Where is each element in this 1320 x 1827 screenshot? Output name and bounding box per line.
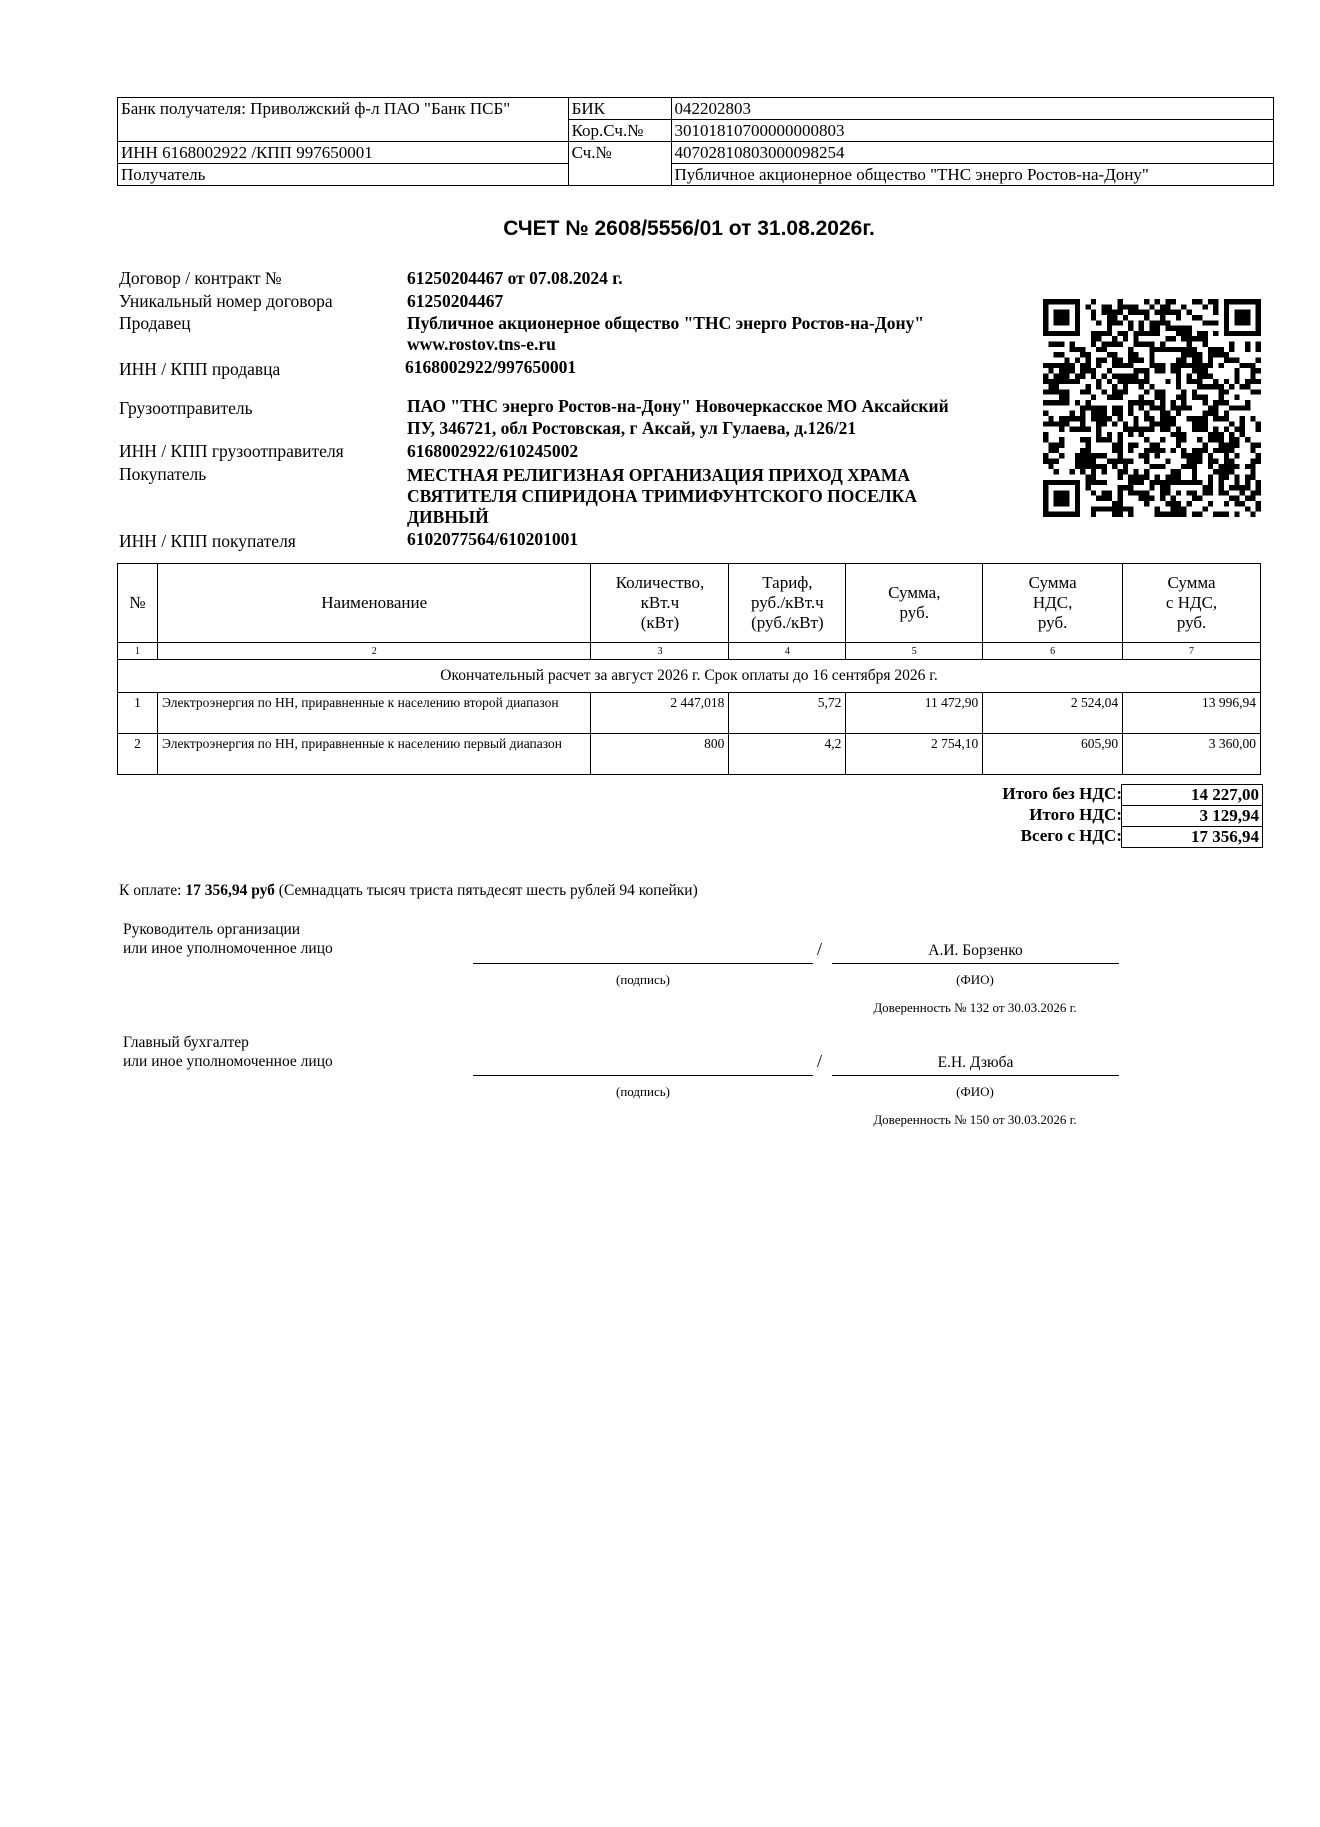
header-total: Сумма с НДС, руб. <box>1123 564 1261 643</box>
recipient-value: Публичное акционерное общество "ТНС энерго Ростов-на-Дону" <box>671 164 1274 186</box>
buyer-value-2: СВЯТИТЕЛЯ СПИРИДОНА ТРИМИФУНТСКОГО ПОСЕЛКА <box>407 486 917 506</box>
contract-value: 61250204467 от 07.08.2024 г. <box>407 268 623 288</box>
recipient-bank: Банк получателя: Приволжский ф-л ПАО "Банк ПСБ" <box>118 98 569 142</box>
payable-line <box>119 882 698 900</box>
kor-label: Кор.Сч.№ <box>568 120 671 142</box>
bank-details-table <box>117 97 1274 186</box>
col-num: 5 <box>846 643 983 660</box>
qr-code-image <box>1043 298 1261 518</box>
accountant-signatory-label: Главный бухгалтер или иное уполномоченное лицо <box>123 1034 333 1070</box>
row-total: 13 996,94 <box>1123 693 1261 734</box>
period-text: Окончательный расчет за август 2026 г. Срок оплаты до 16 сентября 2026 г. <box>118 660 1261 693</box>
totals-values <box>1121 784 1263 848</box>
head-fio-caption: (ФИО) <box>956 972 994 987</box>
total-with-vat-label: Всего с НДС: <box>1020 826 1122 845</box>
col-num: 4 <box>729 643 846 660</box>
accountant-fio: Е.Н. Дзюба <box>937 1054 1014 1071</box>
col-num: 6 <box>983 643 1123 660</box>
contract-label: Договор / контракт № <box>119 268 282 288</box>
accountant-proxy: Доверенность № 150 от 30.03.2026 г. <box>873 1112 1077 1127</box>
shipper-inn-label: ИНН / КПП грузоотправителя <box>119 441 344 461</box>
bik-label: БИК <box>568 98 671 120</box>
row-sum: 2 754,10 <box>846 734 983 775</box>
accountant-signature-line <box>473 1075 813 1076</box>
row-tariff: 4,2 <box>729 734 846 775</box>
buyer-inn-value: 6102077564/610201001 <box>407 529 579 549</box>
row-tariff: 5,72 <box>729 693 846 734</box>
total-vat-label: Итого НДС: <box>1029 805 1122 824</box>
payable-words: (Семнадцать тысяч триста пятьдесят шесть рублей 94 копейки) <box>278 882 698 899</box>
header-no: № <box>118 564 158 643</box>
unique-value: 61250204467 <box>407 291 504 311</box>
header-name: Наименование <box>157 564 591 643</box>
head-proxy: Доверенность № 132 от 30.03.2026 г. <box>873 1000 1077 1015</box>
row-name: Электроэнергия по НН, приравненные к населению первый диапазон <box>157 734 591 775</box>
head-fio: А.И. Борзенко <box>928 942 1023 959</box>
buyer-inn-label: ИНН / КПП покупателя <box>119 531 296 551</box>
total-vat-value: 3 129,94 <box>1122 806 1262 827</box>
table-row <box>118 693 1261 734</box>
seller-website: www.rostov.tns-e.ru <box>407 334 556 354</box>
shipper-value-2: ПУ, 346721, обл Ростовская, г Аксай, ул Гулаева, д.126/21 <box>407 418 857 438</box>
head-fio-line <box>832 963 1119 964</box>
shipper-inn-value: 6168002922/610245002 <box>407 441 579 461</box>
row-no: 2 <box>118 734 158 775</box>
head-signature-line <box>473 963 813 964</box>
kor-value: 30101810700000000803 <box>671 120 1274 142</box>
col-num: 2 <box>157 643 591 660</box>
head-slash: / <box>817 939 823 959</box>
table-header-row <box>118 564 1261 643</box>
accountant-fio-caption: (ФИО) <box>956 1084 994 1099</box>
total-without-vat-label: Итого без НДС: <box>1002 784 1122 803</box>
header-vat: Сумма НДС, руб. <box>983 564 1123 643</box>
unique-label: Уникальный номер договора <box>119 291 333 311</box>
total-without-vat-value: 14 227,00 <box>1122 785 1262 806</box>
column-number-row <box>118 643 1261 660</box>
account-value: 40702810803000098254 <box>671 142 1274 164</box>
shipper-label: Грузоотправитель <box>119 398 253 418</box>
seller-label: Продавец <box>119 313 191 333</box>
buyer-value-3: ДИВНЫЙ <box>407 507 489 527</box>
seller-value-1: Публичное акционерное общество "ТНС энерго Ростов-на-Дону" <box>407 313 925 333</box>
invoice-title: СЧЕТ № 2608/5556/01 от 31.08.2026г. <box>503 217 875 240</box>
row-vat: 605,90 <box>983 734 1123 775</box>
row-qty: 2 447,018 <box>591 693 729 734</box>
seller-inn-label: ИНН / КПП продавца <box>119 359 281 379</box>
col-num: 7 <box>1123 643 1261 660</box>
row-name: Электроэнергия по НН, приравненные к населению второй диапазон <box>157 693 591 734</box>
buyer-label: Покупатель <box>119 464 207 484</box>
buyer-value-1: МЕСТНАЯ РЕЛИГИЗНАЯ ОРГАНИЗАЦИЯ ПРИХОД ХРАМА <box>407 465 910 485</box>
accountant-signature-caption: (подпись) <box>616 1084 670 1099</box>
payable-amount: 17 356,94 руб <box>185 882 275 899</box>
recipient-label: Получатель <box>118 164 569 186</box>
table-row <box>118 734 1261 775</box>
bik-value: 042202803 <box>671 98 1274 120</box>
row-sum: 11 472,90 <box>846 693 983 734</box>
row-no: 1 <box>118 693 158 734</box>
header-qty: Количество, кВт.ч (кВт) <box>591 564 729 643</box>
account-label: Сч.№ <box>568 142 671 186</box>
row-vat: 2 524,04 <box>983 693 1123 734</box>
accountant-slash: / <box>817 1051 823 1071</box>
inn-kpp: ИНН 6168002922 /КПП 997650001 <box>118 142 569 164</box>
col-num: 1 <box>118 643 158 660</box>
invoice-items-table <box>117 563 1261 775</box>
head-signature-caption: (подпись) <box>616 972 670 987</box>
payable-label: К оплате: <box>119 882 182 899</box>
totals-labels <box>900 784 1122 847</box>
row-qty: 800 <box>591 734 729 775</box>
total-with-vat-value: 17 356,94 <box>1122 827 1262 848</box>
header-tariff: Тариф, руб./кВт.ч (руб./кВт) <box>729 564 846 643</box>
row-total: 3 360,00 <box>1123 734 1261 775</box>
head-signatory-label: Руководитель организации или иное уполномоченное лицо <box>123 921 333 957</box>
col-num: 3 <box>591 643 729 660</box>
shipper-value-1: ПАО "ТНС энерго Ростов-на-Дону" Новочеркасское МО Аксайский <box>407 396 949 416</box>
header-sum: Сумма, руб. <box>846 564 983 643</box>
period-row <box>118 660 1261 693</box>
seller-inn-value: 6168002922/997650001 <box>405 357 577 377</box>
accountant-fio-line <box>832 1075 1119 1076</box>
